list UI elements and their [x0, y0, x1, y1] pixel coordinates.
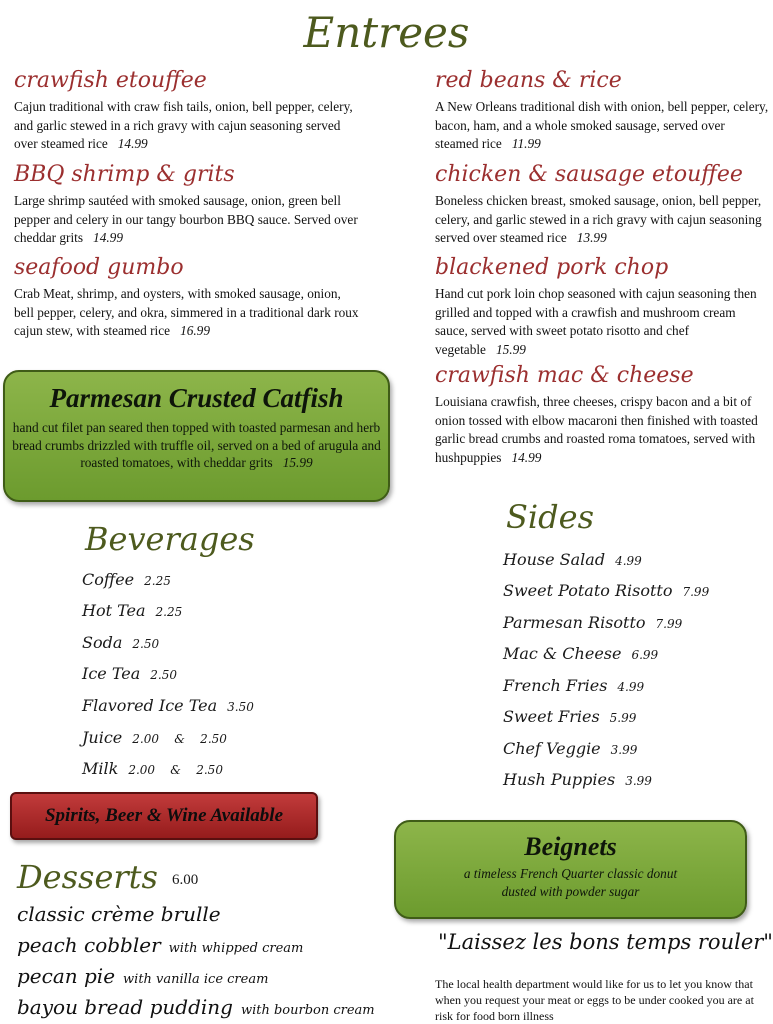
entree-seafood-gumbo	[14, 255, 359, 341]
beverages-title: Beverages	[85, 520, 255, 558]
entree-red-beans	[435, 68, 770, 154]
entree-price: 14.99	[93, 230, 123, 246]
beverage-item: Soda 2.50	[82, 633, 160, 652]
entree-description: Boneless chicken breast, smoked sausage, onion, bell pepper, celery, and garlic stewed in a rich gravy with cajun seasoning served over steamed rice 13.99	[435, 193, 762, 246]
side-item: Sweet Potato Risotto 7.99	[503, 581, 710, 600]
entree-name: crawfish etouffee	[14, 68, 207, 93]
entree-description: Large shrimp sautéed with smoked sausage, onion, green bell pepper and celery in our tangy bourbon BBQ sauce. Served over cheddar grits 14.99	[14, 193, 358, 246]
special-description: hand cut filet pan seared then topped with toasted parmesan and herb bread crumbs drizzled with truffle oil, served on a bed of arugula and roasted tomatoes, with cheddar grits 15.99	[12, 420, 381, 470]
dessert-item: classic crème brulle	[17, 902, 221, 926]
entree-description: Cajun traditional with craw fish tails, onion, bell pepper, celery, and garlic stewed in a rich gravy with cajun seasoning served over steamed rice 14.99	[14, 99, 353, 152]
entree-description: A New Orleans traditional dish with onion, bell pepper, celery, bacon, ham, and a whole smoked sausage, served over steamed rice 11.99	[435, 99, 769, 152]
entree-description: Hand cut pork loin chop seasoned with cajun seasoning then grilled and topped with a crawfish and mushroom cream sauce, served with sweet potato risotto and chef vegetable 15.99	[435, 286, 757, 358]
entree-chicken-sausage	[435, 162, 770, 248]
beverage-item: Coffee 2.25	[82, 570, 171, 589]
beverage-item: Flavored Ice Tea 3.50	[82, 696, 254, 715]
side-item: Hush Puppies 3.99	[503, 770, 652, 789]
spirits-banner: Spirits, Beer & Wine Available	[10, 792, 318, 840]
entree-name: crawfish mac & cheese	[435, 363, 694, 388]
dessert-item: peach cobbler with whipped cream	[17, 933, 304, 957]
entree-bbq-shrimp	[14, 162, 359, 248]
desserts-price: 6.00	[172, 872, 199, 888]
beverage-item: Ice Tea 2.50	[82, 664, 177, 683]
entree-name: red beans & rice	[435, 68, 622, 93]
entree-price: 14.99	[511, 450, 542, 466]
entree-name: blackened pork chop	[435, 255, 669, 280]
dessert-item: bayou bread pudding with bourbon cream	[17, 995, 375, 1019]
entree-pork-chop	[435, 255, 770, 360]
entree-description: Louisiana crawfish, three cheeses, crispy bacon and a bit of onion tossed with elbow macaroni then finished with toasted garlic bread crumbs and roasted roma tomatoes, served with hushpuppies 14.99	[435, 394, 758, 466]
entrees-title: Entrees	[303, 8, 470, 57]
entree-crawfish-etouffee	[14, 68, 359, 154]
motto: "Laissez les bons temps rouler"	[438, 930, 773, 954]
side-item: French Fries 4.99	[503, 676, 645, 695]
entree-name: seafood gumbo	[14, 255, 184, 280]
entree-crawfish-mac	[435, 363, 770, 468]
entree-name: BBQ shrimp & grits	[14, 162, 235, 187]
side-item: Sweet Fries 5.99	[503, 707, 637, 726]
beverage-item: Hot Tea 2.25	[82, 601, 183, 620]
entree-price: 11.99	[511, 136, 541, 152]
entree-price: 15.99	[495, 342, 526, 358]
side-item: House Salad 4.99	[503, 550, 642, 569]
beverage-item: Juice 2.00 & 2.50	[82, 728, 227, 747]
beignets-description: a timeless French Quarter classic donut dusted with powder sugar	[463, 866, 678, 899]
entree-name: chicken & sausage etouffee	[435, 162, 743, 187]
special-title: Parmesan Crusted Catfish	[49, 383, 344, 413]
beignets-box	[394, 820, 747, 919]
health-notice: The local health department would like for us to let you know that when you request your meat or eggs to be under cooked you are at risk for food born illness	[435, 977, 754, 1023]
sides-title: Sides	[506, 498, 594, 536]
beverage-item: Milk 2.00 & 2.50	[82, 759, 223, 778]
entree-price: 14.99	[117, 136, 148, 152]
special-price: 15.99	[282, 455, 313, 470]
side-item: Chef Veggie 3.99	[503, 739, 638, 758]
desserts-title: Desserts	[17, 858, 158, 896]
beignets-title: Beignets	[524, 832, 617, 861]
entree-price: 13.99	[576, 230, 607, 246]
side-item: Mac & Cheese 6.99	[503, 644, 659, 663]
side-item: Parmesan Risotto 7.99	[503, 613, 683, 632]
catfish-special-box	[3, 370, 390, 502]
entree-description: Crab Meat, shrimp, and oysters, with smoked sausage, onion, bell pepper, celery, and okra, simmered in a traditional dark roux cajun stew, with steamed rice 16.99	[14, 286, 359, 339]
dessert-item: pecan pie with vanilla ice cream	[17, 964, 269, 988]
entree-price: 16.99	[180, 323, 210, 339]
